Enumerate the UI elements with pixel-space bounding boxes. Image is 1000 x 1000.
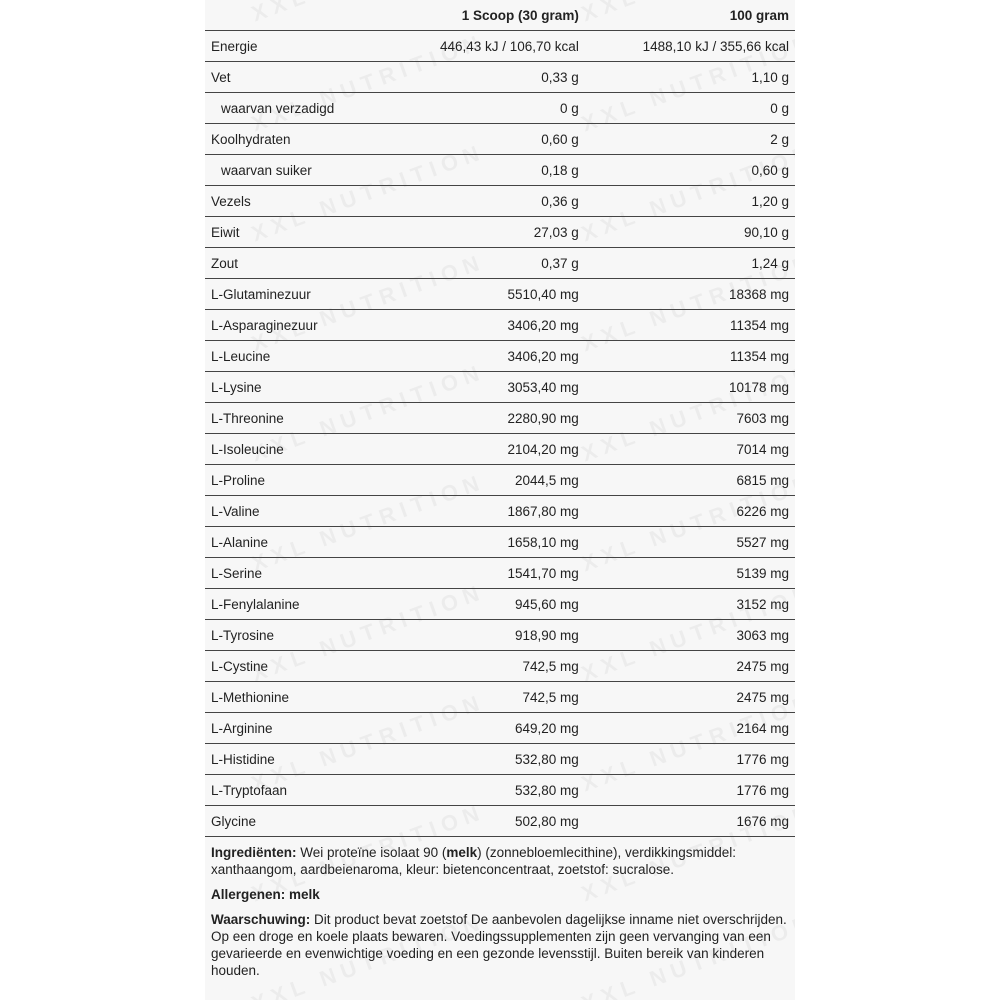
- nutrient-name: L-Serine: [205, 558, 385, 589]
- table-row: [205, 186, 795, 217]
- table-header-row: [205, 0, 795, 31]
- table-row: [205, 465, 795, 496]
- value-per-100g: 2475 mg: [585, 651, 795, 682]
- value-per-scoop: 0,33 g: [385, 62, 585, 93]
- value-per-100g: 11354 mg: [585, 341, 795, 372]
- ingredients-label: Ingrediënten:: [211, 845, 297, 860]
- value-per-100g: 7014 mg: [585, 434, 795, 465]
- nutrient-name: Energie: [205, 31, 385, 62]
- product-notes: [205, 837, 795, 994]
- value-per-scoop: 0,18 g: [385, 155, 585, 186]
- value-per-scoop: 2280,90 mg: [385, 403, 585, 434]
- table-row: [205, 248, 795, 279]
- table-row: [205, 372, 795, 403]
- table-row: [205, 527, 795, 558]
- value-per-100g: 1488,10 kJ / 355,66 kcal: [585, 31, 795, 62]
- nutrient-name: L-Proline: [205, 465, 385, 496]
- nutrient-name: L-Lysine: [205, 372, 385, 403]
- nutrient-name: L-Cystine: [205, 651, 385, 682]
- allergens: [211, 886, 789, 903]
- nutrient-name: L-Isoleucine: [205, 434, 385, 465]
- value-per-100g: 1,24 g: [585, 248, 795, 279]
- value-per-scoop: 1541,70 mg: [385, 558, 585, 589]
- value-per-scoop: 446,43 kJ / 106,70 kcal: [385, 31, 585, 62]
- value-per-scoop: 2104,20 mg: [385, 434, 585, 465]
- nutrient-name: L-Valine: [205, 496, 385, 527]
- nutrition-facts: [205, 0, 795, 994]
- nutrient-name: waarvan suiker: [205, 155, 385, 186]
- value-per-100g: 2475 mg: [585, 682, 795, 713]
- value-per-100g: 3152 mg: [585, 589, 795, 620]
- nutrient-name: Glycine: [205, 806, 385, 837]
- nutrient-name: L-Tryptofaan: [205, 775, 385, 806]
- value-per-scoop: 3053,40 mg: [385, 372, 585, 403]
- value-per-scoop: 2044,5 mg: [385, 465, 585, 496]
- value-per-100g: 5139 mg: [585, 558, 795, 589]
- nutrient-name: L-Glutaminezuur: [205, 279, 385, 310]
- value-per-scoop: 27,03 g: [385, 217, 585, 248]
- value-per-100g: 5527 mg: [585, 527, 795, 558]
- value-per-scoop: 0,60 g: [385, 124, 585, 155]
- value-per-scoop: 649,20 mg: [385, 713, 585, 744]
- table-row: [205, 31, 795, 62]
- value-per-100g: 2164 mg: [585, 713, 795, 744]
- value-per-scoop: 3406,20 mg: [385, 341, 585, 372]
- value-per-100g: 11354 mg: [585, 310, 795, 341]
- nutrient-name: L-Methionine: [205, 682, 385, 713]
- table-row: [205, 806, 795, 837]
- value-per-100g: 1,20 g: [585, 186, 795, 217]
- value-per-scoop: 3406,20 mg: [385, 310, 585, 341]
- value-per-scoop: 0,37 g: [385, 248, 585, 279]
- nutrient-name: Zout: [205, 248, 385, 279]
- ingredients: [211, 844, 789, 878]
- nutrient-name: L-Histidine: [205, 744, 385, 775]
- table-row: [205, 62, 795, 93]
- ingredients-allergen: melk: [446, 845, 478, 860]
- table-row: [205, 124, 795, 155]
- table-row: [205, 155, 795, 186]
- warning-label: Waarschuwing:: [211, 912, 311, 927]
- nutrient-name: waarvan verzadigd: [205, 93, 385, 124]
- value-per-scoop: 918,90 mg: [385, 620, 585, 651]
- allergens-text: Allergenen: melk: [211, 887, 320, 902]
- value-per-100g: 6226 mg: [585, 496, 795, 527]
- nutrient-name: Vezels: [205, 186, 385, 217]
- table-row: [205, 651, 795, 682]
- value-per-100g: 10178 mg: [585, 372, 795, 403]
- value-per-scoop: 0,36 g: [385, 186, 585, 217]
- nutrient-name: L-Arginine: [205, 713, 385, 744]
- value-per-scoop: 742,5 mg: [385, 682, 585, 713]
- nutrient-name: Koolhydraten: [205, 124, 385, 155]
- value-per-100g: 2 g: [585, 124, 795, 155]
- value-per-scoop: 502,80 mg: [385, 806, 585, 837]
- table-row: [205, 589, 795, 620]
- table-row: [205, 434, 795, 465]
- nutrient-name: L-Threonine: [205, 403, 385, 434]
- nutrition-table: [205, 0, 795, 837]
- value-per-100g: 90,10 g: [585, 217, 795, 248]
- table-row: [205, 620, 795, 651]
- value-per-100g: 1776 mg: [585, 744, 795, 775]
- nutrient-name: L-Leucine: [205, 341, 385, 372]
- value-per-100g: 1676 mg: [585, 806, 795, 837]
- table-row: [205, 341, 795, 372]
- nutrient-name: Vet: [205, 62, 385, 93]
- value-per-100g: 18368 mg: [585, 279, 795, 310]
- value-per-scoop: 5510,40 mg: [385, 279, 585, 310]
- warning: [211, 911, 789, 979]
- table-row: [205, 93, 795, 124]
- value-per-scoop: 1867,80 mg: [385, 496, 585, 527]
- nutrient-name: L-Asparaginezuur: [205, 310, 385, 341]
- value-per-scoop: 532,80 mg: [385, 775, 585, 806]
- table-row: [205, 775, 795, 806]
- table-row: [205, 496, 795, 527]
- table-row: [205, 558, 795, 589]
- value-per-100g: 1776 mg: [585, 775, 795, 806]
- table-row: [205, 682, 795, 713]
- value-per-100g: 1,10 g: [585, 62, 795, 93]
- value-per-100g: 0,60 g: [585, 155, 795, 186]
- nutrient-name: L-Fenylalanine: [205, 589, 385, 620]
- table-row: [205, 403, 795, 434]
- table-row: [205, 310, 795, 341]
- value-per-scoop: 742,5 mg: [385, 651, 585, 682]
- value-per-scoop: 1658,10 mg: [385, 527, 585, 558]
- table-row: [205, 744, 795, 775]
- table-row: [205, 713, 795, 744]
- ingredients-text: Wei proteïne isolaat 90 (: [296, 845, 447, 860]
- value-per-100g: 7603 mg: [585, 403, 795, 434]
- header-name: [205, 0, 385, 31]
- header-100g: 100 gram: [585, 0, 795, 31]
- ingredients-text-end: ) (zonnebloemlecithine), verdikkingsmiddel: xanthaangom, aardbeienaroma, kleur: bietenconcentraat, zoetstof: sucralose.: [211, 845, 737, 877]
- value-per-scoop: 0 g: [385, 93, 585, 124]
- header-scoop: 1 Scoop (30 gram): [385, 0, 585, 31]
- warning-text: Dit product bevat zoetstof De aanbevolen dagelijkse inname niet overschrijden. Op een droge en koele plaats bewaren. Voedingssupplementen zijn geen vervanging van een gevarieerde en evenwichtige voeding en een gezonde levensstijl. Buiten bereik van kinderen houden.: [211, 912, 787, 978]
- value-per-100g: 3063 mg: [585, 620, 795, 651]
- value-per-100g: 0 g: [585, 93, 795, 124]
- nutrient-name: L-Tyrosine: [205, 620, 385, 651]
- table-row: [205, 217, 795, 248]
- value-per-scoop: 532,80 mg: [385, 744, 585, 775]
- value-per-100g: 6815 mg: [585, 465, 795, 496]
- nutrient-name: L-Alanine: [205, 527, 385, 558]
- nutrient-name: Eiwit: [205, 217, 385, 248]
- value-per-scoop: 945,60 mg: [385, 589, 585, 620]
- table-row: [205, 279, 795, 310]
